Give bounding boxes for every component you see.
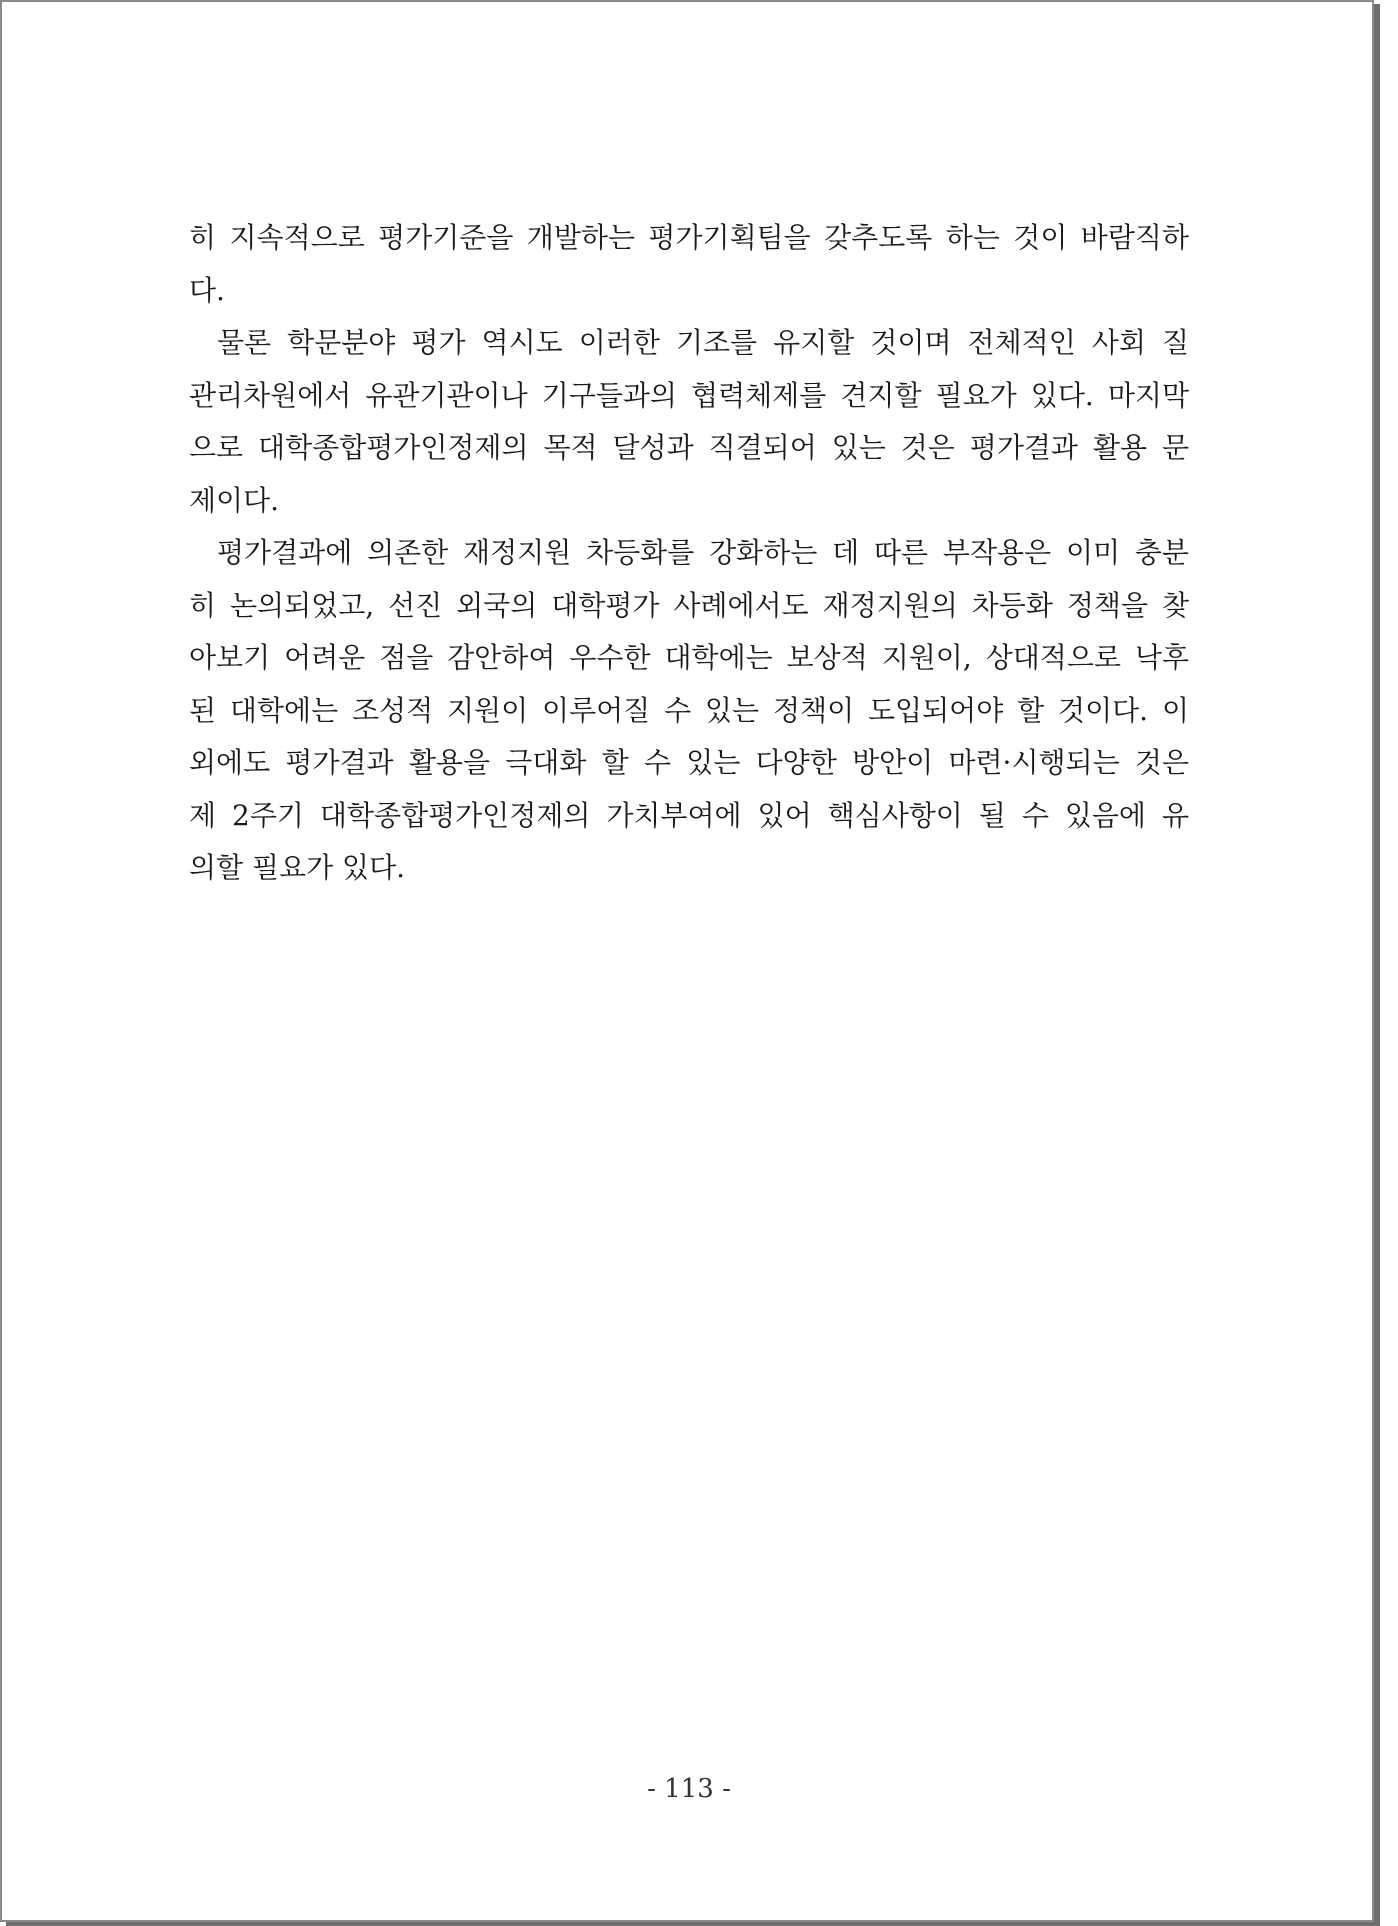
text-line: 으로 대학종합평가인정제의 목적 달성과 직결되어 있는 것은 평가결과 활용 문 (189, 431, 1189, 464)
text-line: 아보기 어려운 점을 감안하여 우수한 대학에는 보상적 지원이, 상대적으로 낙후 (189, 641, 1189, 674)
text-line: 히 지속적으로 평가기준을 개발하는 평가기획팀을 갖추도록 하는 것이 바람직하 (189, 221, 1189, 254)
paragraph-3 (189, 527, 1189, 895)
paragraph-1 (189, 212, 1189, 317)
page-number: - 113 - (647, 1774, 731, 1804)
text-line: 다. (189, 273, 225, 307)
text-line: 물론 학문분야 평가 역시도 이러한 기조를 유지할 것이며 전체적인 사회 질 (217, 326, 1189, 359)
text-line: 제이다. (189, 483, 280, 517)
text-line: 의할 필요가 있다. (189, 851, 406, 884)
text-line: 외에도 평가결과 활용을 극대화 할 수 있는 다양한 방안이 마련·시행되는 것은 (189, 746, 1189, 779)
paragraph-2 (189, 317, 1189, 527)
text-line: 된 대학에는 조성적 지원이 이루어질 수 있는 정책이 도입되어야 할 것이다. 이 (189, 693, 1189, 727)
text-line: 히 논의되었고, 선진 외국의 대학평가 사례에서도 재정지원의 차등화 정책을 찾 (189, 588, 1189, 622)
text-line: 관리차원에서 유관기관이나 기구들과의 협력체제를 견지할 필요가 있다. 마지막 (189, 378, 1189, 412)
text-line: 평가결과에 의존한 재정지원 차등화를 강화하는 데 따른 부작용은 이미 충분 (217, 536, 1189, 569)
body-text (189, 212, 1189, 895)
text-line: 제 2주기 대학종합평가인정제의 가치부여에 있어 핵심사항이 될 수 있음에 유 (189, 798, 1189, 832)
